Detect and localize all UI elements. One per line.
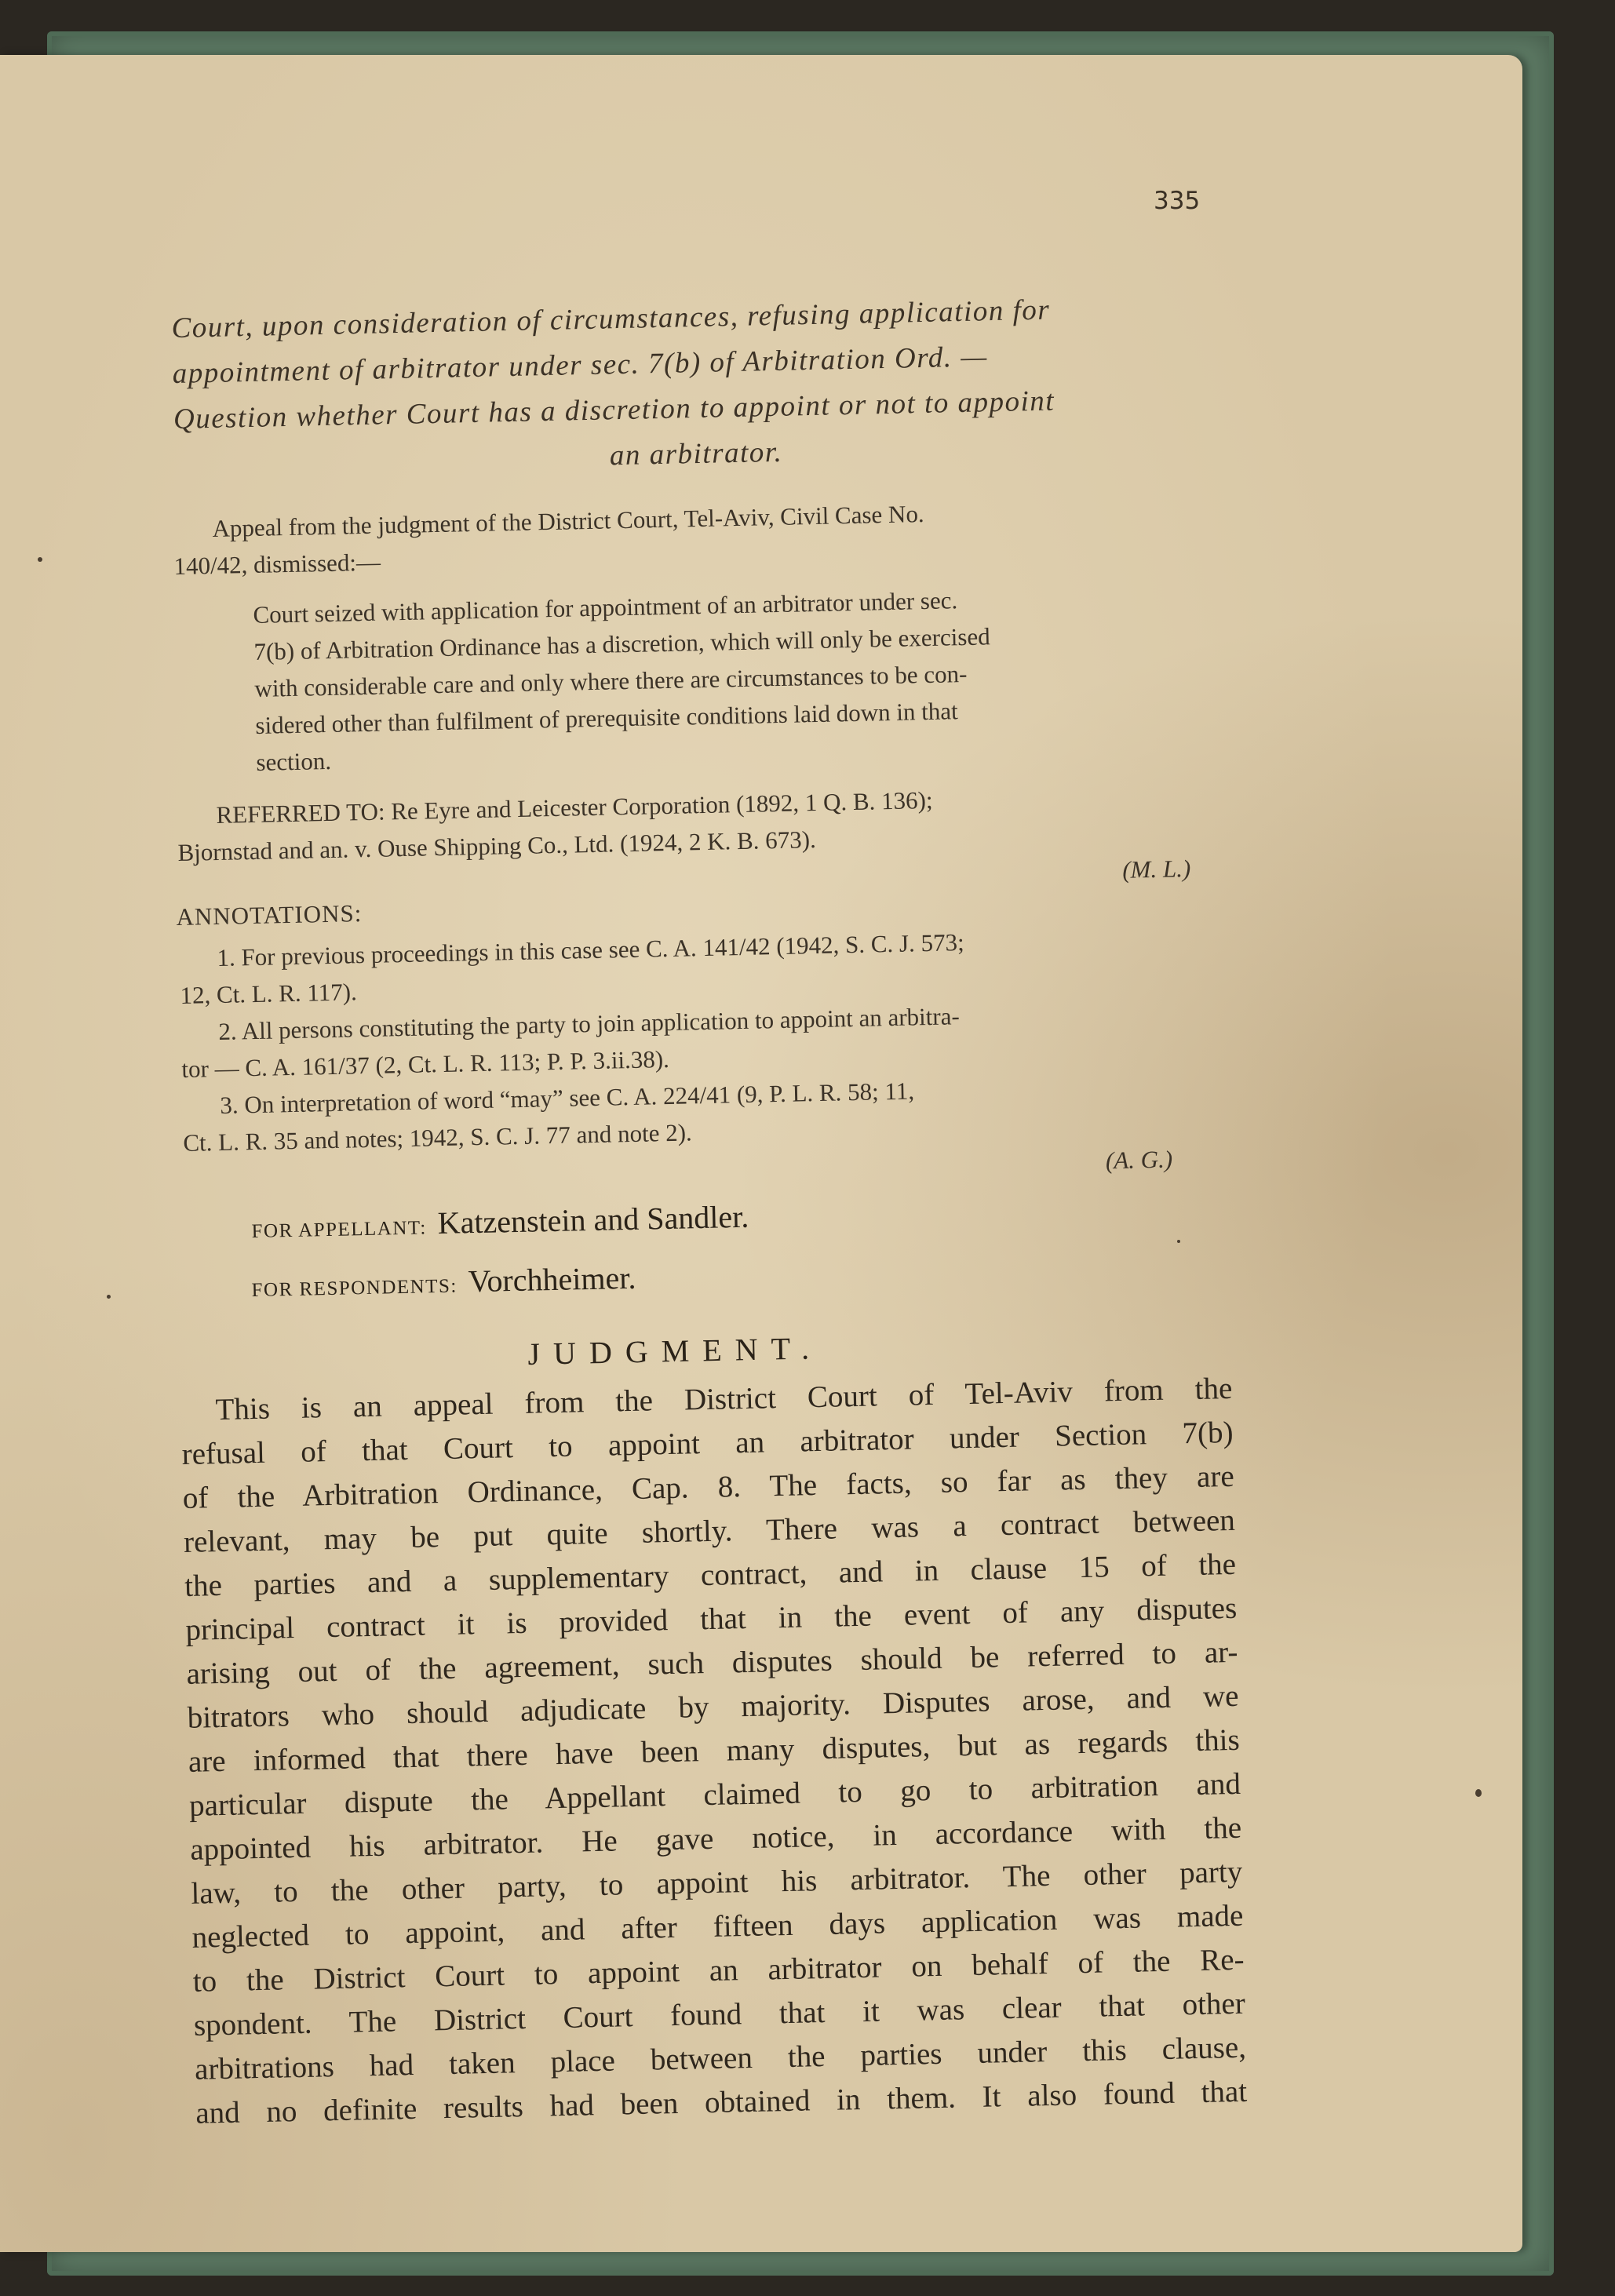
caption-line: an arbitrator.: [609, 436, 783, 472]
counsel-label: FOR APPELLANT:: [251, 1217, 428, 1242]
body-line: principal contract it is provided that in the event of any disputes: [184, 1591, 1238, 1647]
paper-speck: [38, 557, 42, 562]
body-line: arbitrations had taken place between the parties under this clause,: [194, 2030, 1247, 2086]
judgment-heading: JUDGMENT.: [527, 1330, 823, 1372]
body-line: bitrators who should adjudicate by majority. Disputes arose, and we: [187, 1678, 1239, 1735]
book-page: [0, 55, 1522, 2252]
referred-line: REFERRED TO: Re Eyre and Leicester Corporation (1892, 1 Q. B. 136);: [216, 785, 933, 829]
headnote-line: sidered other than fulfilment of prerequisite conditions laid down in that: [255, 697, 958, 739]
annotation-line: tor — C. A. 161/37 (2, Ct. L. R. 113; P. P. 3.ii.38).: [181, 1044, 670, 1083]
body-line: spondent. The District Court found that it was clear that other: [193, 1986, 1246, 2043]
editor-signature: (M. L.): [1121, 855, 1191, 884]
paper-speck: [1475, 1789, 1482, 1797]
appeal-line: Appeal from the judgment of the District Court, Tel-Aviv, Civil Case No.: [212, 499, 924, 542]
body-line: relevant, may be put quite shortly. There was a contract between: [183, 1503, 1236, 1559]
headnote: [253, 577, 1210, 781]
annotator-signature: (A. G.): [1105, 1145, 1173, 1175]
headnote-line: with considerable care and only where there are circumstances to be con-: [254, 659, 968, 702]
headnote-line: section.: [256, 746, 332, 776]
counsel-respondents: [251, 1249, 1115, 1304]
body-line: law, to the other party, to appoint his arbitrator. The other party: [191, 1854, 1243, 1911]
body-line: refusal of that Court to appoint an arbitrator under Section 7(b): [181, 1415, 1234, 1471]
annotation-line: 3. On interpretation of word “may” see C. A. 224/41 (9, P. L. R. 58; 11,: [220, 1077, 915, 1119]
body-line: are informed that there have been many disputes, but as regards this: [188, 1722, 1241, 1779]
counsel-name: Katzenstein and Sandler.: [437, 1198, 749, 1241]
page-number: 335: [1154, 187, 1201, 215]
counsel-name: Vorchheimer.: [468, 1259, 636, 1299]
annotation-line: 2. All persons constituting the party to join application to appoint an arbitra-: [218, 1002, 961, 1045]
annotations-heading: ANNOTATIONS:: [176, 899, 363, 931]
body-line: particular dispute the Appellant claimed to go to arbitration and: [188, 1766, 1241, 1823]
annotation-line: 12, Ct. L. R. 117).: [180, 978, 358, 1009]
case-caption: [171, 284, 1219, 488]
appeal-line: 140/42, dismissed:—: [173, 548, 381, 581]
counsel-label: FOR RESPONDENTS:: [251, 1275, 458, 1301]
counsel-appellant: [251, 1190, 1115, 1245]
judgment-body: [180, 1367, 1248, 2136]
annotation-line: 1. For previous proceedings in this case see C. A. 141/42 (1942, S. C. J. 573;: [217, 928, 964, 971]
paper-speck: [107, 1295, 111, 1299]
caption-line: appointment of arbitrator under sec. 7(b) of Arbitration Ord. —: [172, 341, 989, 390]
body-line: arising out of the agreement, such disputes should be referred to ar-: [186, 1635, 1238, 1691]
paper-speck: [1177, 1240, 1180, 1243]
headnote-line: Court seized with application for appointment of an arbitrator under sec.: [253, 586, 958, 629]
body-line: This is an appeal from the District Court of Tel-Aviv from the: [215, 1371, 1233, 1427]
body-line: to the District Court to appoint an arbitrator on behalf of the Re-: [192, 1942, 1245, 1999]
annotations-list: [179, 918, 1220, 1198]
body-line: of the Arbitration Ordinance, Cap. 8. The facts, so far as they are: [182, 1459, 1235, 1515]
caption-line: Court, upon consideration of circumstances, refusing application for: [171, 293, 1051, 344]
referred-to: [177, 776, 1207, 907]
body-line: appointed his arbitrator. He gave notice, in accordance with the: [189, 1810, 1242, 1867]
caption-line: Question whether Court has a discretion to appoint or not to appoint: [173, 384, 1055, 436]
headnote-line: 7(b) of Arbitration Ordinance has a discretion, which will only be exercised: [253, 622, 990, 665]
annotation-line: Ct. L. R. 35 and notes; 1942, S. C. J. 77 and note 2).: [183, 1118, 693, 1157]
body-line: neglected to appoint, and after fifteen days application was made: [191, 1898, 1244, 1955]
body-line: and no definite results had been obtained in them. It also found that: [195, 2074, 1248, 2130]
body-line: the parties and a supplementary contract, and in clause 15 of the: [184, 1547, 1237, 1603]
referred-line: Bjornstad and an. v. Ouse Shipping Co., Ltd. (1924, 2 K. B. 673).: [177, 825, 817, 867]
appeal-statement: [173, 489, 1210, 584]
